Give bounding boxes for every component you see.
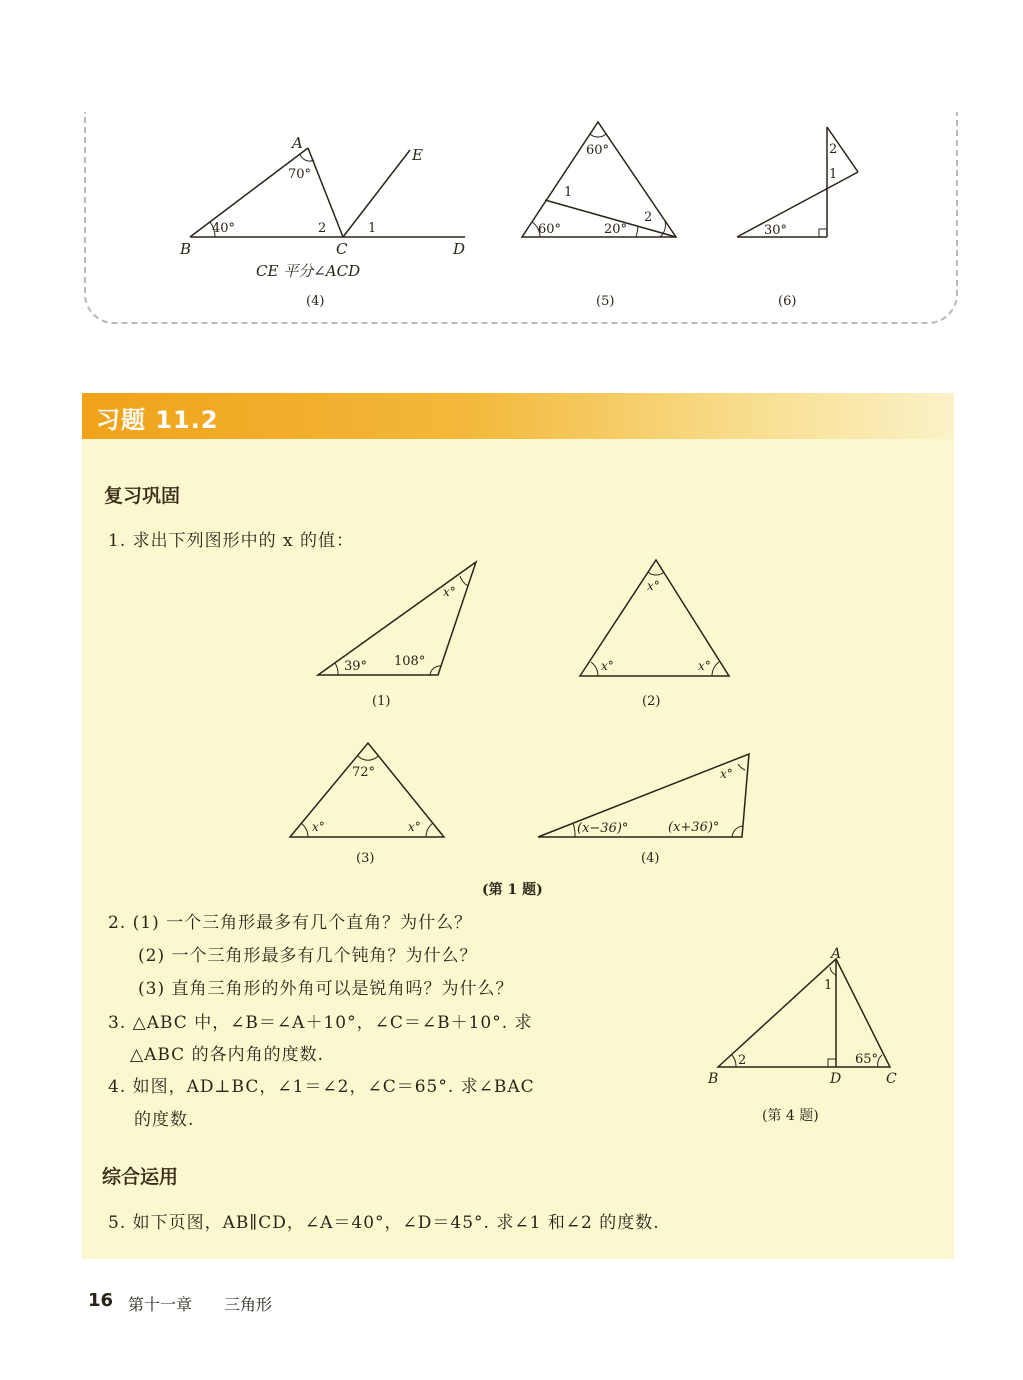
question-1: 1. 求出下列图形中的 x 的值： (108, 531, 355, 551)
figure-label: x° (408, 820, 421, 834)
figure-6 (737, 127, 858, 309)
bisector-note: CE 平分∠ACD (256, 262, 361, 280)
q1-group-caption: (第 1 题) (482, 882, 543, 898)
question-3-line-1: 3. △ABC 中，∠B＝∠A＋10°，∠C＝∠B＋10°. 求 (108, 1013, 533, 1033)
figure-label: A (831, 946, 842, 962)
label-B: B (180, 240, 192, 258)
figure-label: (2) (642, 694, 661, 709)
section-apply-heading: 综合运用 (102, 1166, 179, 1188)
label-C: C (336, 240, 348, 258)
figure-6-caption: (6) (778, 294, 797, 309)
angle-2: 2 (318, 221, 327, 236)
figure-label: 1 (824, 978, 833, 993)
exercise-title: 习题 11.2 (96, 406, 219, 434)
question-5: 5. 如下页图，AB∥CD，∠A＝40°，∠D＝45°. 求∠1 和∠2 的度数. (108, 1213, 660, 1233)
figure-label: x° (601, 659, 614, 673)
angle-2: 2 (829, 142, 838, 157)
angle-40: 40° (212, 221, 236, 236)
figure-label: (1) (372, 694, 391, 709)
question-4-caption: (第 4 题) (762, 1108, 819, 1124)
label-E: E (412, 146, 423, 164)
question-4-line-2: 的度数. (134, 1110, 195, 1130)
figure-4-caption: (4) (306, 294, 325, 309)
angle-60-top: 60° (586, 143, 610, 158)
angle-60-left: 60° (538, 222, 562, 237)
figure-label: C (886, 1071, 897, 1087)
figure-label: 39° (344, 659, 368, 674)
figure-label: x° (720, 767, 733, 781)
question-4-figure (700, 945, 920, 1135)
figure-label: x° (312, 820, 325, 834)
angle-20: 20° (604, 222, 628, 237)
question-1-figures (0, 540, 1023, 910)
figure-4 (179, 134, 465, 309)
figure-label: (x−36)° (577, 821, 629, 836)
figure-5 (522, 122, 676, 309)
figure-label: x° (647, 579, 660, 593)
figure-label: 65° (855, 1052, 879, 1067)
angle-1: 1 (564, 185, 573, 200)
figure-label: 2 (738, 1053, 747, 1068)
question-4-line-1: 4. 如图，AD⊥BC，∠1＝∠2，∠C＝65°. 求∠BAC (108, 1077, 535, 1097)
figure-label: B (708, 1071, 719, 1087)
figure-label: (x+36)° (668, 820, 720, 835)
chapter-title: 三角形 (224, 1295, 273, 1314)
angle-1: 1 (368, 221, 377, 236)
figure-label: D (830, 1071, 842, 1087)
question-2-part-2: (2) 一个三角形最多有几个钝角？为什么？ (138, 946, 478, 966)
page-number: 16 (88, 1290, 114, 1311)
figure-label: (4) (641, 851, 660, 866)
q1-figure-4 (538, 754, 749, 866)
question-2-part-1: 2. (1) 一个三角形最多有几个直角？为什么？ (108, 913, 473, 933)
angle-1: 1 (829, 167, 838, 182)
figure-label: x° (698, 659, 711, 673)
q1-figure-2 (580, 560, 729, 709)
angle-70: 70° (288, 167, 312, 182)
question-2-part-3: (3) 直角三角形的外角可以是锐角吗？为什么？ (138, 979, 514, 999)
label-D: D (453, 240, 466, 258)
figure-label: 108° (394, 654, 426, 669)
question-3-line-2: △ABC 的各内角的度数. (130, 1045, 324, 1065)
q1-figure-3 (290, 743, 444, 866)
figure-label: x° (443, 585, 456, 599)
angle-30: 30° (764, 223, 788, 238)
figure-5-caption: (5) (596, 294, 615, 309)
label-A: A (292, 134, 303, 152)
figure-label: 72° (352, 765, 376, 780)
chapter-label: 第十一章 (128, 1295, 193, 1314)
q1-figure-1 (318, 562, 476, 709)
section-review-heading: 复习巩固 (104, 485, 181, 507)
top-figures-svg (0, 0, 1023, 330)
angle-2: 2 (644, 210, 653, 225)
figure-label: (3) (356, 851, 375, 866)
